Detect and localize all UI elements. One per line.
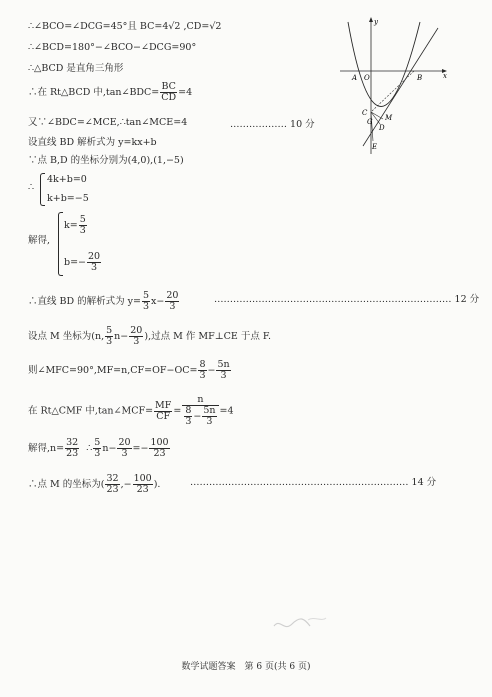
y-axis-arrow-icon: [369, 17, 373, 22]
label-d: D: [379, 124, 385, 132]
line-bc: [371, 71, 414, 112]
line-10: ∴直线 BD 的解析式为 y= $\frac{5}{3}$ x− $\frac{20}{3}$: [28, 290, 179, 312]
label-a: A: [352, 74, 358, 82]
label-o: O: [364, 74, 370, 82]
parabola-curve: [348, 22, 423, 107]
solution-brace: [58, 212, 63, 276]
line-2: ∴∠BCD=180°−∠BCO−∠DCG=90°: [28, 42, 197, 53]
line-1: ∴∠BCO=∠DCG=45°且 BC=4√2 ,CD=√2: [28, 21, 222, 32]
line-3: ∴△BCD 是直角三角形: [28, 63, 124, 74]
line-12: 则∠MFC=90°,MF=n,CF=OF−OC= $\frac{8}{3}$ − $\frac{5n}{3}$: [28, 359, 230, 381]
label-m: M: [385, 114, 393, 122]
line-9-pre: 解得,: [28, 235, 51, 246]
score-12: ………………………………………………………………… 12 分: [214, 294, 480, 305]
figure-svg: [338, 16, 450, 156]
label-x: x: [443, 72, 447, 80]
system-eq-2: k+b=−5: [47, 193, 89, 204]
pen-scribble: [270, 612, 330, 639]
label-c: C: [362, 109, 368, 117]
system-eq-1: 4k+b=0: [47, 174, 87, 185]
label-g: G: [367, 118, 373, 126]
line-cm: [371, 112, 383, 119]
label-b: B: [417, 74, 423, 82]
score-10: ……………… 10 分: [230, 119, 315, 130]
line-13: 在 Rt△CMF 中,tan∠MCF= $\frac{MF}{CF}$ = n $\frac{8}{3}$ − $\frac{5n}{3}$ =4: [28, 394, 234, 427]
line-5: 又∵∠BDC=∠MCE,∴tan∠MCE=4: [28, 117, 188, 128]
line-7: ∵点 B,D 的坐标分别为(4,0),(1,−5): [28, 155, 184, 166]
parabola-figure: [338, 16, 450, 156]
solution-b: b=− $\frac{20}{3}$: [64, 251, 101, 273]
line-8-system: ∴: [28, 182, 35, 193]
line-11: 设点 M 坐标为(n, $\frac{5}{3}$ n− $\frac{20}{3}$ ),过点 M 作 MF⊥CE 于点 F.: [28, 325, 271, 347]
solution-k: k= $\frac{5}{3}$: [64, 214, 86, 236]
line-bd: [363, 28, 438, 146]
label-y: y: [374, 18, 378, 26]
line-14: 解得,n= $\frac{32}{23}$ ∴ $\frac{5}{3}$ n− $\frac{20}{3}$ =− $\frac{100}{23}$: [28, 437, 169, 459]
system-brace: [40, 173, 45, 206]
line-6: 设直线 BD 解析式为 y=kx+b: [28, 137, 157, 148]
line-15: ∴点 M 的坐标为( $\frac{32}{23}$ ,− $\frac{100}{23}$ ).: [28, 473, 161, 495]
label-e: E: [372, 143, 378, 151]
page-footer: 数学试题答案 第 6 页(共 6 页): [181, 662, 311, 672]
line-4: ∴在 Rt△BCD 中,tan∠BDC= $\frac{BC}{CD}$ =4: [28, 81, 193, 103]
score-14: …………………………………………………………… 14 分: [190, 477, 437, 488]
